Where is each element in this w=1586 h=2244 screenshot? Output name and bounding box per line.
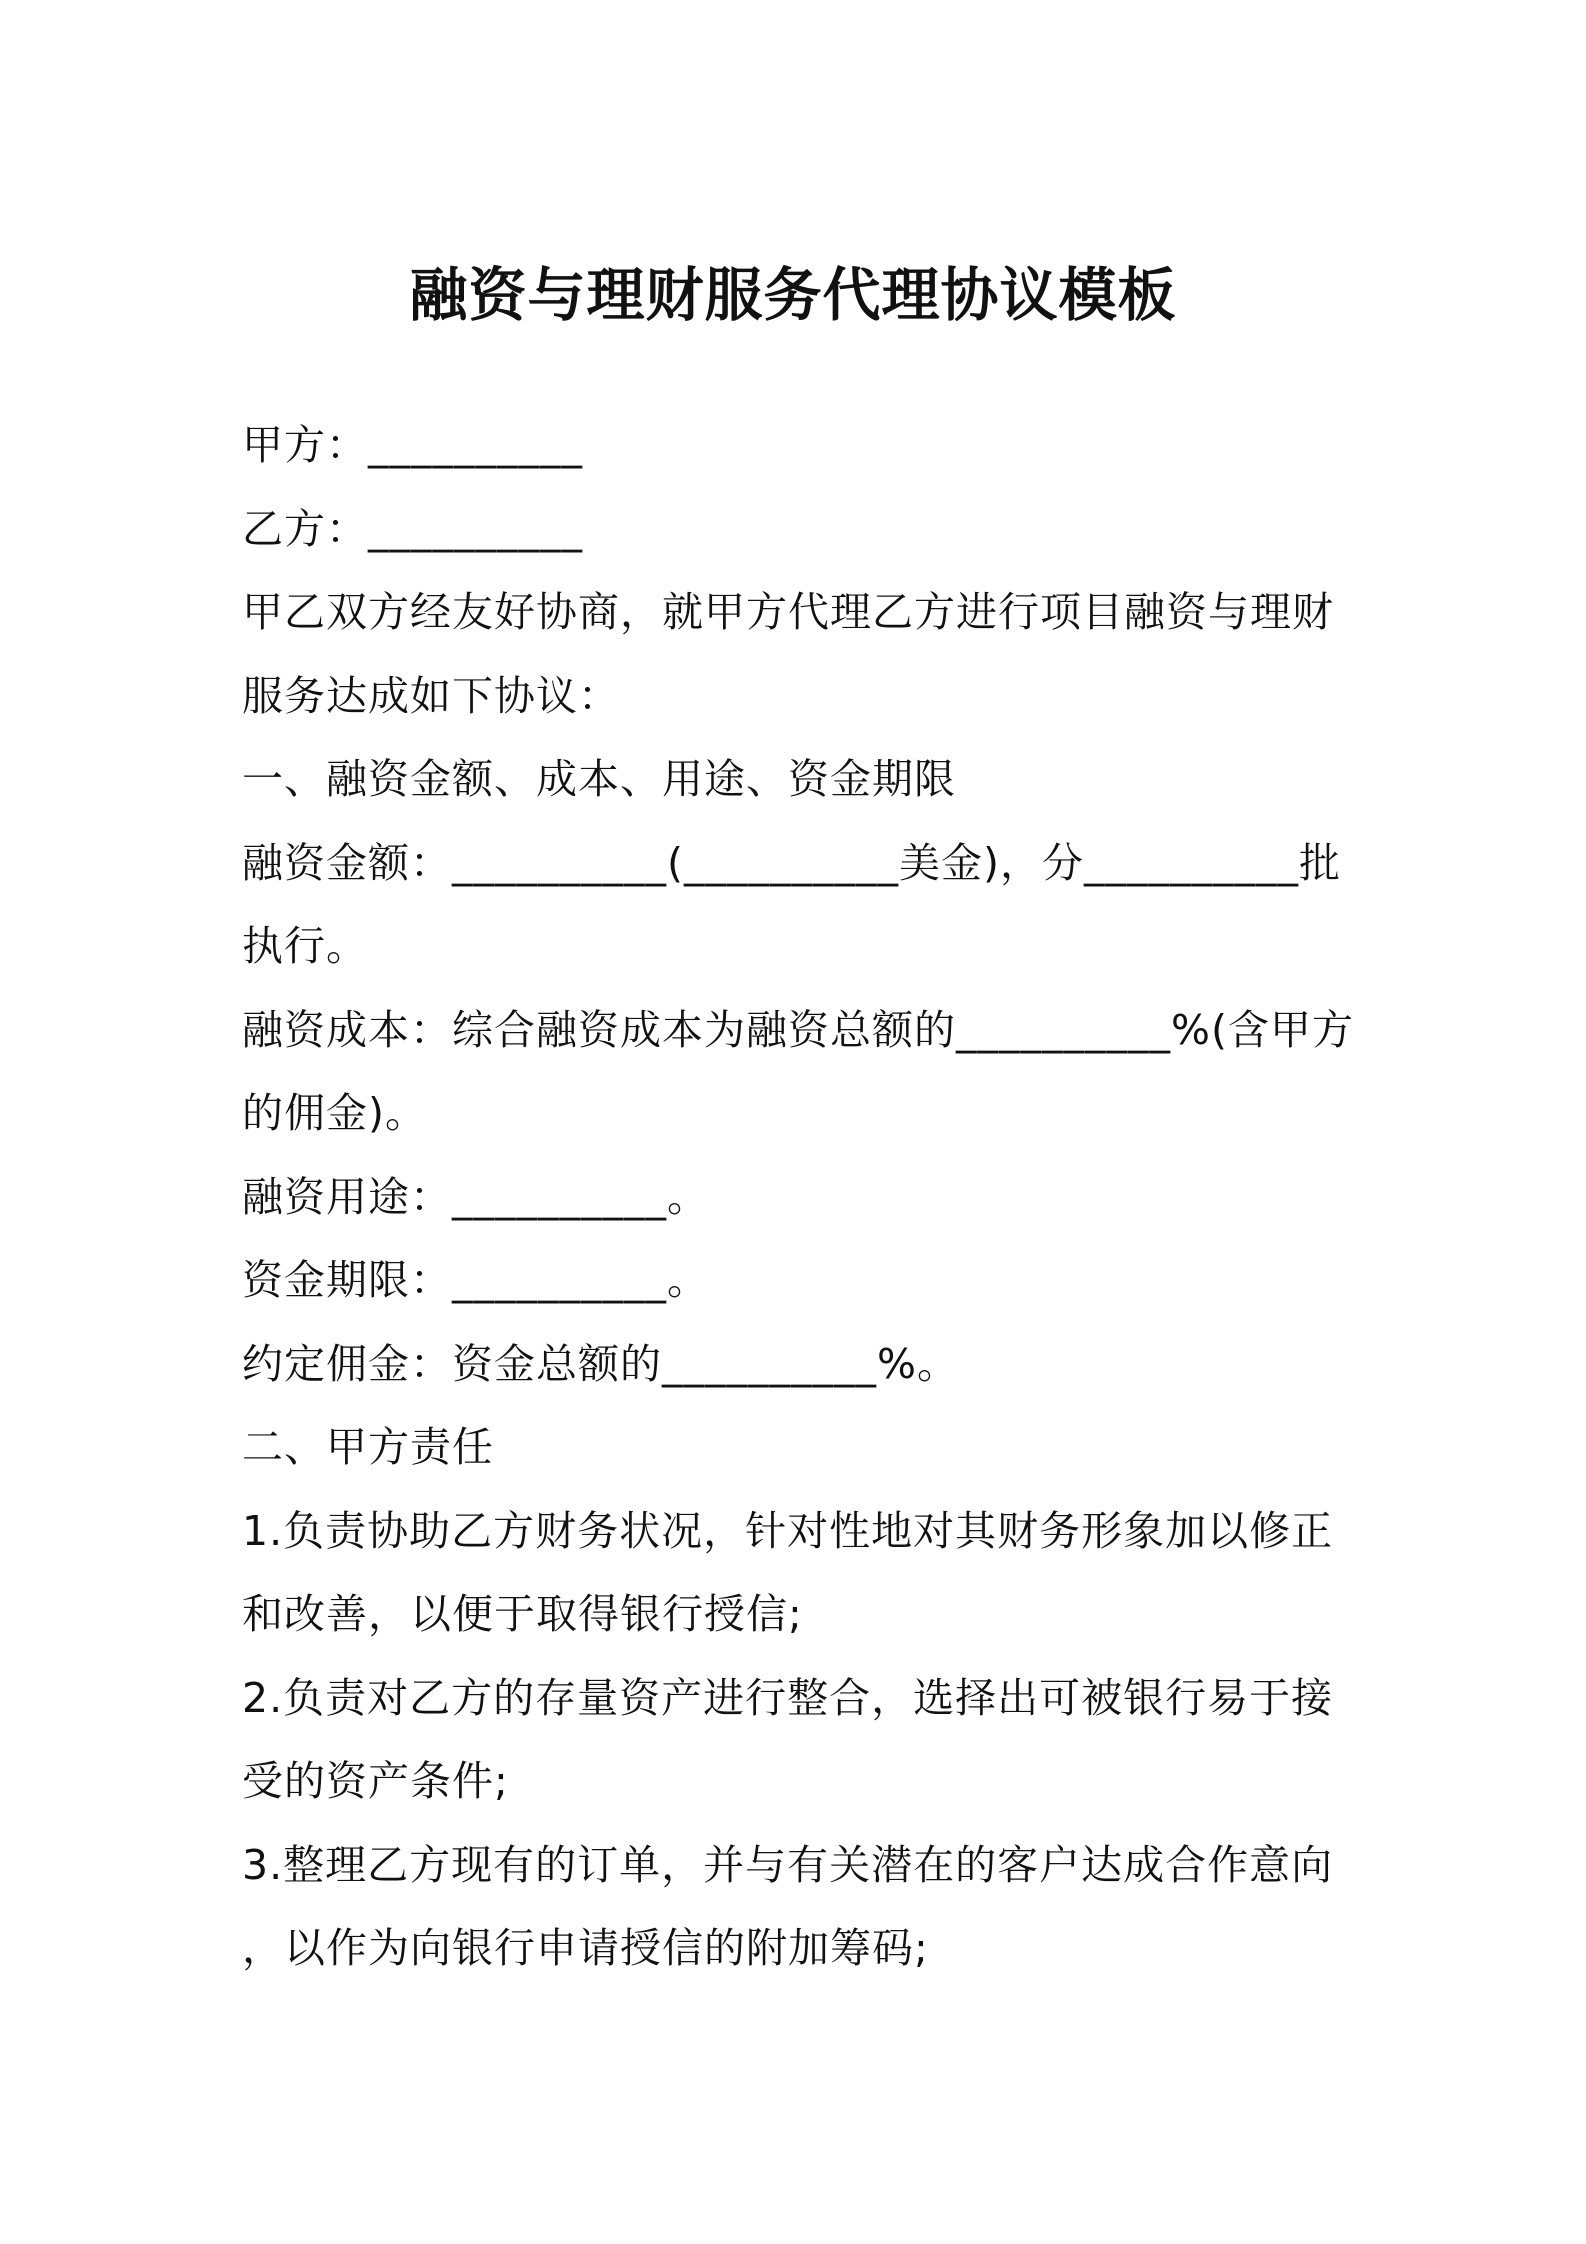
- fund-term-line: 资金期限：__________。: [242, 1256, 709, 1304]
- intro-line: 甲乙双方经友好协商，就甲方代理乙方进行项目融资与理财: [242, 588, 1334, 636]
- section-heading: 一、融资金额、成本、用途、资金期限: [242, 755, 956, 803]
- party-b-line: 乙方：__________: [242, 504, 583, 553]
- financing-amount-line: 执行。: [242, 922, 368, 970]
- financing-purpose-line: 融资用途：__________。: [242, 1172, 709, 1221]
- party-a-line: 甲方：__________: [242, 421, 583, 469]
- clause-line: ，以作为向银行申请授信的附加筹码;: [242, 1924, 929, 1972]
- financing-cost-line: 的佣金)。: [242, 1089, 427, 1137]
- section-heading: 二、甲方责任: [242, 1423, 494, 1471]
- clause-line: 和改善，以便于取得银行授信;: [242, 1590, 803, 1638]
- document-title: 融资与理财服务代理协议模板: [409, 261, 1177, 329]
- financing-cost-line: 融资成本：综合融资成本为融资总额的__________%(含甲方: [242, 1005, 1354, 1054]
- clause-line: 3.整理乙方现有的订单，并与有关潜在的客户达成合作意向: [242, 1840, 1334, 1889]
- financing-amount-line: 融资金额：__________(__________美金)，分__________批: [242, 838, 1341, 887]
- document-body: [242, 404, 1357, 1991]
- intro-line: 服务达成如下协议：: [242, 671, 620, 720]
- commission-line: 约定佣金：资金总额的__________%。: [242, 1339, 959, 1388]
- clause-line: 1.负责协助乙方财务状况，针对性地对其财务形象加以修正: [242, 1506, 1334, 1555]
- clause-line: 2.负责对乙方的存量资产进行整合，选择出可被银行易于接: [242, 1673, 1334, 1722]
- clause-line: 受的资产条件;: [242, 1757, 509, 1805]
